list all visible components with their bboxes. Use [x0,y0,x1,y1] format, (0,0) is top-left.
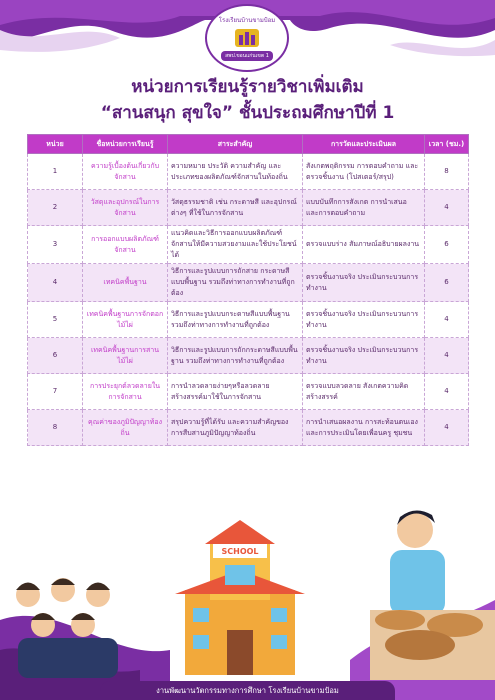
cell-essence: การนำลวดลายง่ายๆหรือลวดลายสร้างสรรค์มาใช้ในการจักสาน [168,374,303,410]
school-logo [205,4,289,72]
student-weaving-illustration [360,505,495,680]
cell-hours: 6 [425,226,469,264]
cell-essence: วิธีการและรูปแบบกระดาษสีแบบพื้นฐาน รวมถึงท่าทางการทำงานที่ถูกต้อง [168,302,303,338]
logo-school-name: โรงเรียนบ้านขามป้อม [218,17,276,24]
page-subtitle: “สานสนุก สุขใจ” ชั้นประถมศึกษาปีที่ 1 [100,103,395,123]
footer-banner: งานพัฒนานวัตกรรมทางการศึกษา โรงเรียนบ้านขามป้อม [100,681,395,700]
cell-essence: วิธีการและรูปแบบการถักกระดาษสีแบบพื้นฐาน รวมถึงท่าทางการทำงานที่ถูกต้อง [168,338,303,374]
cell-unit-name: เทคนิคพื้นฐาน [83,264,168,302]
cell-assessment: ตรวจแบบร่าง สัมภาษณ์อธิบายผลงาน [303,226,425,264]
table-row [28,302,469,338]
cell-essence: วัสดุธรรมชาติ เช่น กระดาษสี และอุปกรณ์ต่างๆ ที่ใช้ในการจักสาน [168,190,303,226]
cell-assessment: ตรวจชิ้นงานจริง ประเมินกระบวนการทำงาน [303,338,425,374]
cell-assessment: การนำเสนอผลงาน การสะท้อนตนเอง และการประเมินโดยเพื่อนครู ชุมชน [303,410,425,446]
temple-emblem-icon [233,27,261,49]
cell-unit: 8 [28,410,83,446]
table-row [28,226,469,264]
cell-unit-name: คุณค่าของภูมิปัญญาท้องถิ่น [83,410,168,446]
cell-assessment: ตรวจชิ้นงานจริง ประเมินกระบวนการทำงาน [303,264,425,302]
cell-assessment: ตรวจแบบลวดลาย สังเกตความคิดสร้างสรรค์ [303,374,425,410]
cell-essence: แนวคิดและวิธีการออกแบบผลิตภัณฑ์จักสานให้มีความสวยงามและใช้ประโยชน์ได้ [168,226,303,264]
school-sign: SCHOOL [221,547,259,556]
curriculum-table [27,134,468,446]
school-building-illustration [165,520,315,680]
table-row [28,410,469,446]
cell-hours: 6 [425,264,469,302]
cell-unit-name: ความรู้เบื้องต้นเกี่ยวกับจักสาน [83,154,168,190]
table-row [28,190,469,226]
kids-illustration [8,570,128,680]
cell-assessment: สังเกตพฤติกรรม การตอบคำถาม และตรวจชิ้นงาน (โปสเตอร์/สรุป) [303,154,425,190]
cell-unit: 1 [28,154,83,190]
table-header-row [28,135,469,154]
page-title: หน่วยการเรียนรู้รายวิชาเพิ่มเติม [131,77,364,97]
table-row [28,338,469,374]
header-unit: หน่วย [28,135,83,154]
cell-essence: วิธีการและรูปแบบการถักสาย กระดาษสีแบบพื้นฐาน รวมถึงท่าทางการทำงานที่ถูกต้อง [168,264,303,302]
table-row [28,264,469,302]
logo-district: สพป.ขอนแก่นเขต 1 [221,51,273,61]
table-row [28,374,469,410]
cell-hours: 4 [425,374,469,410]
cell-unit: 4 [28,264,83,302]
cell-unit-name: เทคนิคพื้นฐานการสานไม้ไผ่ [83,338,168,374]
header-assessment: การวัดและประเมินผล [303,135,425,154]
cell-unit: 7 [28,374,83,410]
cell-essence: สรุปความรู้ที่ได้รับ และความสำคัญของการสืบสานภูมิปัญญาท้องถิ่น [168,410,303,446]
cell-hours: 4 [425,410,469,446]
cell-essence: ความหมาย ประวัติ ความสำคัญ และประเภทของผลิตภัณฑ์จักสานในท้องถิ่น [168,154,303,190]
cell-hours: 4 [425,302,469,338]
table-row [28,154,469,190]
cell-unit-name: วัสดุและอุปกรณ์ในการจักสาน [83,190,168,226]
header-essence: สาระสำคัญ [168,135,303,154]
cell-unit: 6 [28,338,83,374]
cell-unit: 2 [28,190,83,226]
cell-unit-name: การออกแบบผลิตภัณฑ์จักสาน [83,226,168,264]
cell-unit: 3 [28,226,83,264]
header-unit-name: ชื่อหน่วยการเรียนรู้ [83,135,168,154]
cell-assessment: แบบบันทึกการสังเกต การนำเสนอ และการตอบคำถาม [303,190,425,226]
header-hours: เวลา (ชม.) [425,135,469,154]
cell-hours: 4 [425,338,469,374]
cell-hours: 4 [425,190,469,226]
cell-hours: 8 [425,154,469,190]
cell-assessment: ตรวจชิ้นงานจริง ประเมินกระบวนการทำงาน [303,302,425,338]
cell-unit: 5 [28,302,83,338]
cell-unit-name: การประยุกต์ลวดลายในการจักสาน [83,374,168,410]
cell-unit-name: เทคนิคพื้นฐานการจักตอกไม้ไผ่ [83,302,168,338]
